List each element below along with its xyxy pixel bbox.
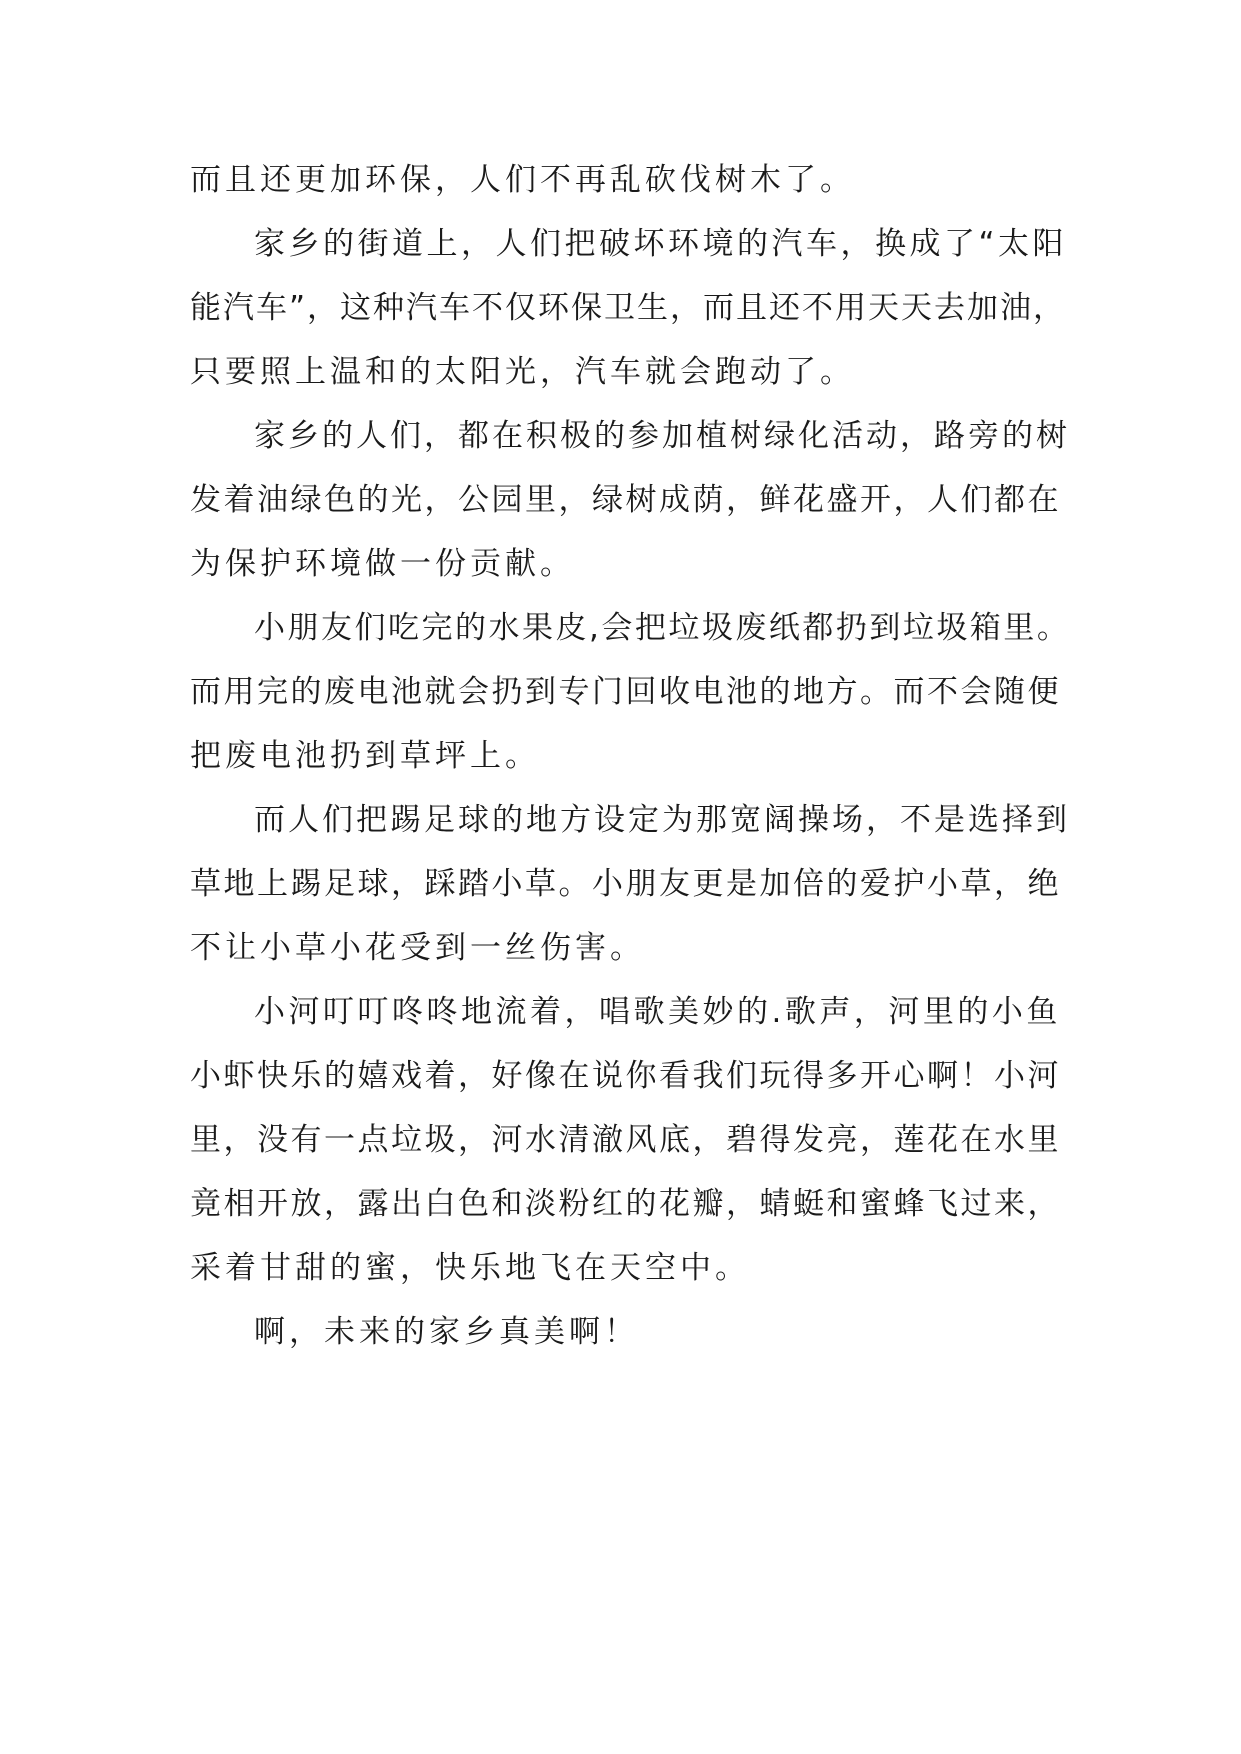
- paragraph-first-line: 而人们把踢足球的地方设定为那宽阔操场，不是选择到: [254, 802, 1070, 838]
- text-line: 草地上踢足球，踩踏小草。小朋友更是加倍的爱护小草，绝: [190, 866, 1061, 902]
- text-line: 把废电池扔到草坪上。: [190, 738, 540, 774]
- text-line: 不让小草小花受到一丝伤害。: [190, 930, 645, 966]
- text-line: 小虾快乐的嬉戏着，好像在说你看我们玩得多开心啊！小河: [190, 1058, 1061, 1094]
- text-line: 只要照上温和的太阳光，汽车就会跑动了。: [190, 354, 855, 390]
- text-line: 而用完的废电池就会扔到专门回收电池的地方。而不会随便: [190, 674, 1061, 710]
- paragraph-first-line: 小朋友们吃完的水果皮,会把垃圾废纸都扔到垃圾箱里。: [254, 610, 1071, 646]
- paragraph-first-line: 家乡的街道上，人们把破坏环境的汽车，换成了“太阳: [254, 226, 1068, 262]
- text-line: 发着油绿色的光，公园里，绿树成荫，鲜花盛开，人们都在: [190, 482, 1061, 518]
- text-line: 竟相开放，露出白色和淡粉红的花瓣，蜻蜓和蜜蜂飞过来，: [190, 1186, 1061, 1222]
- text-line: 里，没有一点垃圾，河水清澈风底，碧得发亮，莲花在水里: [190, 1122, 1061, 1158]
- paragraph-first-line: 家乡的人们，都在积极的参加植树绿化活动，路旁的树: [254, 418, 1070, 454]
- text-line: 采着甘甜的蜜，快乐地飞在天空中。: [190, 1250, 750, 1286]
- text-line: 为保护环境做一份贡献。: [190, 546, 575, 582]
- paragraph-first-line: 小河叮叮咚咚地流着，唱歌美妙的.歌声，河里的小鱼: [254, 994, 1061, 1030]
- text-line: 能汽车”，这种汽车不仅环保卫生，而且还不用天天去加油，: [190, 290, 1067, 326]
- text-line: 而且还更加环保，人们不再乱砍伐树木了。: [190, 162, 855, 198]
- paragraph-first-line: 啊，未来的家乡真美啊！: [254, 1314, 639, 1350]
